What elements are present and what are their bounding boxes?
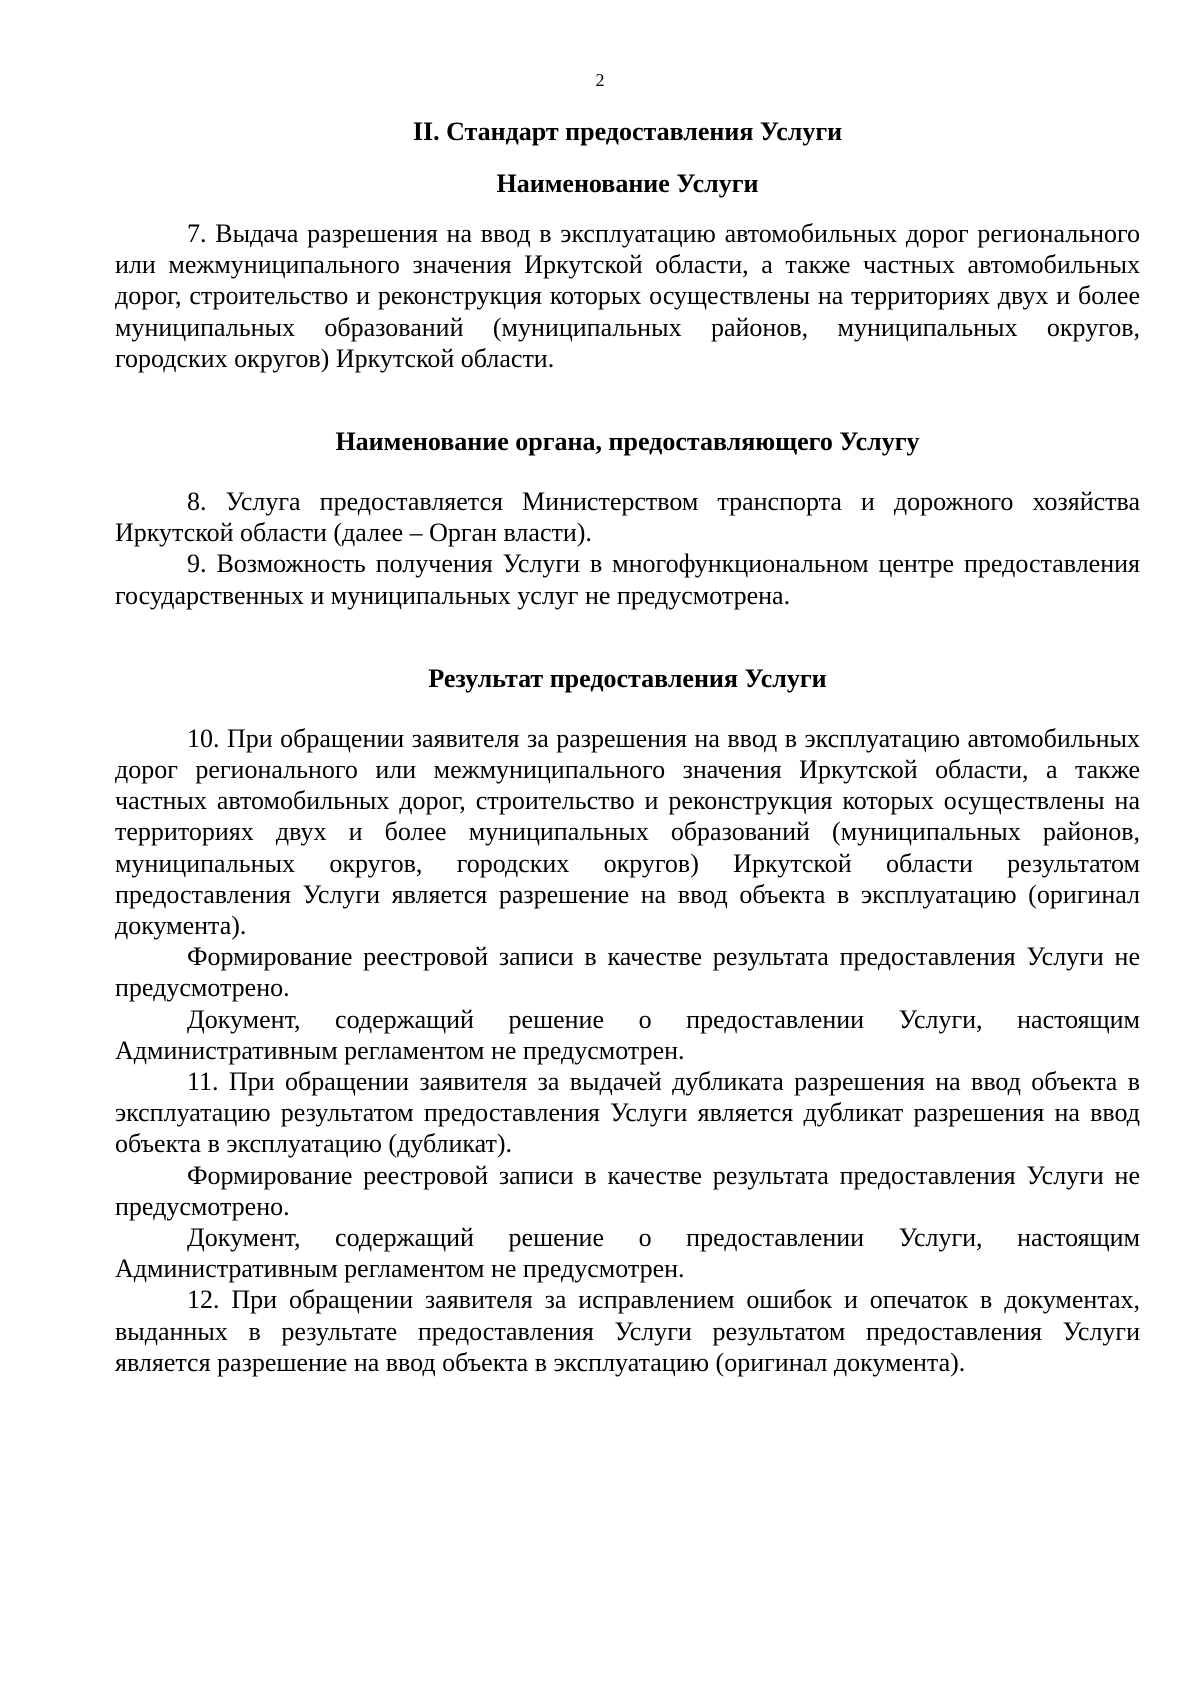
paragraph-11: 11. При обращении заявителя за выдачей дубликата разрешения на ввод объекта в эксплуатацию результатом предоставления Услуги является дубликат разрешения на ввод объекта в эксплуатацию (дубликат). <box>115 1067 1140 1159</box>
page-number: 2 <box>595 70 605 90</box>
paragraph-10-document: Документ, содержащий решение о предоставлении Услуги, настоящим Административным регламентом не предусмотрен. <box>115 1004 1140 1065</box>
paragraph-10-registry: Формирование реестровой записи в качестве результата предоставления Услуги не предусмотрено. <box>115 942 1140 1003</box>
paragraph-12: 12. При обращении заявителя за исправлением ошибок и опечаток в документах, выданных в результате предоставления Услуги результатом предоставления Услуги является разрешение на ввод объекта в эксплуатацию (оригинал документа). <box>115 1285 1140 1377</box>
paragraph-10: 10. При обращении заявителя за разрешения на ввод в эксплуатацию автомобильных дорог регионального или межмуниципального значения Иркутской области, а также частных автомобильных дорог, строительство и реконструкция которых осуществлены на территориях двух и более муниципальных образований (муниципальных районов, муниципальных округов, городских округов) Иркутской области результатом предоставления Услуги является разрешение на ввод объекта в эксплуатацию (оригинал документа). <box>115 723 1140 941</box>
paragraph-7: 7. Выдача разрешения на ввод в эксплуатацию автомобильных дорог регионального или межмуниципального значения Иркутской области, а также частных автомобильных дорог, строительство и реконструкция которых осуществлены на территориях двух и более муниципальных образований (муниципальных районов, муниципальных округов, городских округов) Иркутской области. <box>115 219 1140 373</box>
paragraph-11-registry: Формирование реестровой записи в качестве результата предоставления Услуги не предусмотрено. <box>115 1160 1140 1221</box>
paragraph-8: 8. Услуга предоставляется Министерством транспорта и дорожного хозяйства Иркутской области (далее – Орган власти). <box>115 487 1140 548</box>
heading-service-body: Наименование органа, предоставляющего Услугу <box>335 427 920 457</box>
section-title: II. Стандарт предоставления Услуги <box>412 117 843 146</box>
document-body <box>115 116 1140 1378</box>
paragraph-9: 9. Возможность получения Услуги в многофункциональном центре предоставления государственных и муниципальных услуг не предусмотрена. <box>115 549 1140 610</box>
paragraph-11-document: Документ, содержащий решение о предоставлении Услуги, настоящим Административным регламентом не предусмотрен. <box>115 1223 1140 1284</box>
heading-service-result: Результат предоставления Услуги <box>428 663 827 693</box>
heading-service-name: Наименование Услуги <box>496 169 759 198</box>
